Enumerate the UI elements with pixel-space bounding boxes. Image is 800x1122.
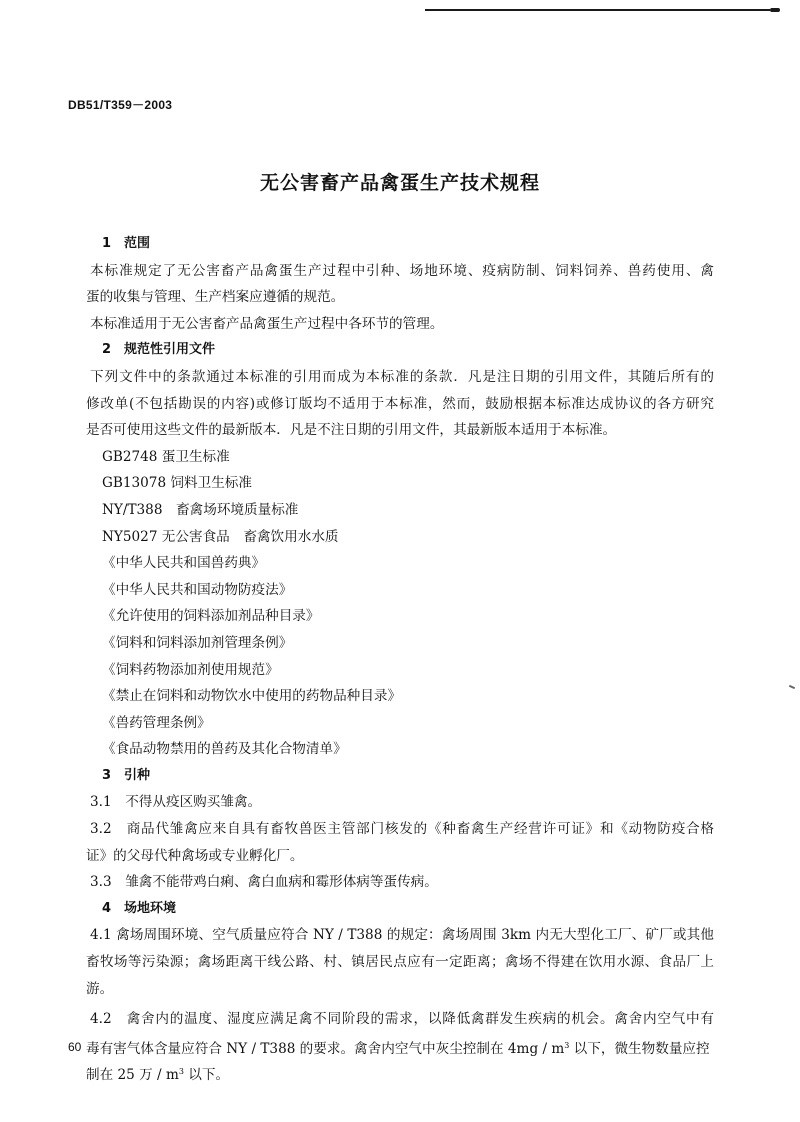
standard-code: DB51/T359－2003	[68, 98, 173, 112]
reference-item: NY/T388 畜禽场环境质量标准	[102, 501, 299, 518]
reference-item: 《食品动物禁用的兽药及其化合物清单》	[102, 741, 347, 758]
document-title: 无公害畜产品禽蛋生产技术规程	[259, 172, 540, 194]
reference-item: NY5027 无公害食品 畜禽饮用水水质	[102, 528, 339, 545]
clause-3-2-line-2: 证》的父母代种禽场或专业孵化厂。	[86, 847, 304, 864]
superscript-3: 3	[564, 1040, 570, 1050]
clause-3-1: 3.1 不得从疫区购买雏禽。	[90, 794, 262, 811]
scan-top-rule-end	[770, 8, 780, 12]
clause-4-2-line-3	[86, 1059, 714, 1086]
reference-item: GB2748 蛋卫生标准	[102, 448, 230, 465]
section-1-heading: 1 范围	[102, 236, 151, 251]
reference-item: 《饲料药物添加剂使用规范》	[102, 661, 279, 678]
reference-item: 《饲料和饲料添加剂管理条例》	[102, 634, 293, 651]
section-2-paragraph-line-3: 是否可使用这些文件的最新版本．凡是不注日期的引用文件，其最新版本适用于本标准。	[86, 422, 617, 439]
clause-4-1-line-3: 游。	[86, 980, 114, 997]
section-1-paragraph-1-line-2: 蛋的收集与管理、生产档案应遵循的规范。	[86, 289, 345, 306]
reference-item: 《禁止在饲料和动物饮水中使用的药物品种目录》	[102, 688, 402, 705]
reference-item: 《中华人民共和国动物防疫法》	[102, 581, 293, 598]
scan-speck	[789, 685, 795, 689]
superscript-3: 3	[178, 1067, 184, 1077]
section-1-paragraph-2: 本标准适用于无公害畜产品禽蛋生产过程中各环节的管理。	[90, 315, 444, 332]
clause-4-1-line-1: 4.1 禽场周围环境、空气质量应符合 NY / T388 的规定：禽场周围 3km 内无大型化工厂、矿厂或其他	[90, 927, 714, 944]
clause-3-3: 3.3 雏禽不能带鸡白痢、禽白血病和霉形体病等蛋传病。	[90, 874, 438, 891]
page-number: 60	[68, 1040, 82, 1054]
clause-4-1-line-2: 畜牧场等污染源；禽场距离干线公路、村、镇居民点应有一定距离；禽场不得建在饮用水源、食品厂上	[86, 954, 714, 971]
reference-item: 《中华人民共和国兽药典》	[102, 555, 266, 572]
document-body	[86, 231, 714, 1086]
clause-4-2-line-2-text-a: 毒有害气体含量应符合 NY / T388 的要求。禽舍内空气中灰尘控制在 4mg / m	[86, 1040, 565, 1057]
reference-item: 《兽药管理条例》	[102, 714, 211, 731]
section-3-heading: 3 引种	[102, 767, 151, 783]
section-2-paragraph-line-1: 下列文件中的条款通过本标准的引用而成为本标准的条款．凡是注日期的引用文件，其随后所有的	[90, 368, 714, 385]
clause-4-2-line-3-text-a: 制在 25 万 / m	[86, 1067, 179, 1084]
clause-3-2-line-1: 3.2 商品代雏禽应来自具有畜牧兽医主管部门核发的《种畜禽生产经营许可证》和《动物防疫合格	[90, 821, 714, 838]
clause-4-2-line-3-text-b: 以下。	[183, 1067, 230, 1084]
section-2-paragraph-line-2: 修改单(不包括勘误的内容)或修订版均不适用于本标准，然而，鼓励根据本标准达成协议的各方研究	[86, 395, 714, 412]
section-1-paragraph-1-line-1: 本标准规定了无公害畜产品禽蛋生产过程中引种、场地环境、疫病防制、饲料饲养、兽药使用、禽	[90, 262, 714, 279]
clause-4-2-line-2-text-b: 以下，微生物数量应控	[569, 1040, 710, 1057]
section-4-heading: 4 场地环境	[102, 900, 177, 916]
section-2-heading: 2 规范性引用文件	[102, 342, 216, 358]
reference-item: GB13078 饲料卫生标准	[102, 475, 252, 492]
reference-item: 《允许使用的饲料添加剂品种目录》	[102, 608, 320, 625]
scan-top-rule	[425, 9, 770, 11]
clause-4-2-line-2	[86, 1033, 714, 1060]
clause-4-2-line-1: 4.2 禽舍内的温度、湿度应满足禽不同阶段的需求，以降低禽群发生疾病的机会。禽舍内空气中有	[90, 1011, 714, 1028]
